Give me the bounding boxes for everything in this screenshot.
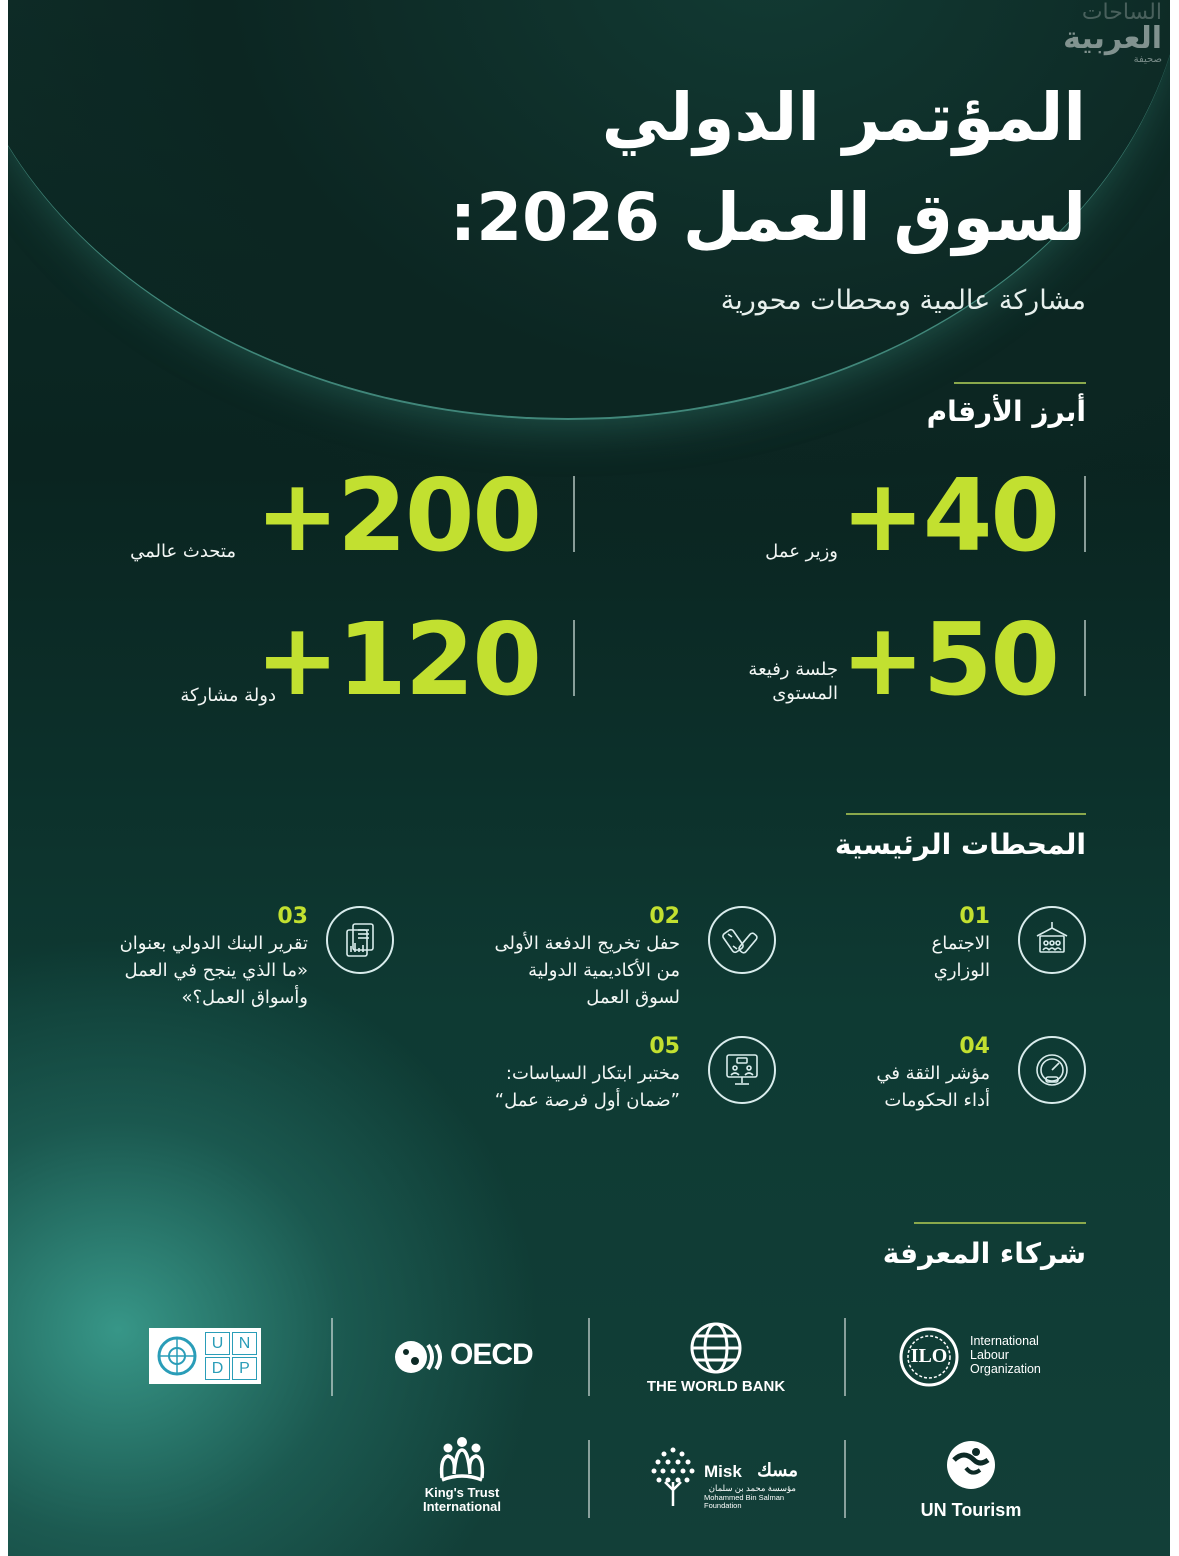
watermark-line-3: صحيفة [1133, 54, 1162, 65]
misk-name-en: Misk [704, 1462, 742, 1481]
milestone-number-03: 03 [277, 904, 308, 929]
world-bank-logo [636, 1320, 796, 1400]
oecd-name: OECD [450, 1338, 533, 1371]
milestone-04-line-1: مؤشر الثقة في [876, 1063, 990, 1084]
stat-value-countries: +120 [255, 601, 540, 718]
logo-divider [588, 1318, 590, 1396]
infographic [8, 0, 1170, 1556]
milestone-03-line-3: وأسواق العمل؟» [181, 987, 308, 1008]
logo-divider [331, 1318, 333, 1396]
stat-divider [573, 476, 575, 552]
watermark-line-2: العربية [1063, 21, 1162, 56]
un-emblem-icon [153, 1332, 201, 1380]
ilo-name-line-2: Labour [970, 1348, 1009, 1362]
stat-label-sessions-line-2: المستوى [772, 683, 838, 704]
milestone-02-line-1: حفل تخريج الدفعة الأولى [494, 933, 680, 954]
tree-icon [646, 1442, 700, 1508]
stat-divider [573, 620, 575, 696]
globe-icon [688, 1320, 744, 1376]
undp-letters [205, 1332, 257, 1380]
stat-divider [1084, 620, 1086, 696]
kings-trust-name-line-2: International [422, 1499, 501, 1514]
milestone-02-line-2: من الأكاديمية الدولية [528, 960, 680, 981]
milestone-number-01: 01 [959, 904, 990, 929]
ilo-name [970, 1334, 1041, 1376]
milestone-text-04 [876, 1060, 990, 1114]
logo-divider [844, 1318, 846, 1396]
logo-divider [844, 1440, 846, 1518]
graduation-scroll-icon [708, 906, 776, 974]
report-document-icon [326, 906, 394, 974]
milestone-text-02 [494, 930, 680, 1011]
stat-label-speakers: متحدث عالمي [130, 541, 236, 562]
policy-lab-screen-icon [708, 1036, 776, 1104]
ilo-name-line-3: Organization [970, 1362, 1041, 1376]
kings-trust-logo [404, 1436, 520, 1520]
undp-letter-d: D [205, 1357, 230, 1380]
stat-label-ministers: وزير عمل [765, 541, 838, 562]
stat-value-ministers: +40 [841, 457, 1058, 574]
page-title-line-2: لسوق العمل 2026: [449, 179, 1086, 256]
un-tourism-name: UN Tourism [920, 1500, 1022, 1520]
ilo-name-line-1: International [970, 1334, 1039, 1348]
un-tourism-logo [906, 1438, 1036, 1524]
milestone-04-line-2: أداء الحكومات [884, 1090, 990, 1111]
crown-people-icon [436, 1436, 488, 1484]
world-bank-name: THE WORLD BANK [646, 1378, 786, 1395]
page-title-line-1: المؤتمر الدولي [601, 79, 1086, 156]
logo-divider [588, 1440, 590, 1518]
kings-trust-name [404, 1486, 520, 1514]
misk-logo [646, 1442, 806, 1518]
stat-label-countries: دولة مشاركة [180, 685, 276, 706]
milestones-heading: المحطات الرئيسية [834, 828, 1086, 861]
milestone-05-line-1: مختبر ابتكار السياسات: [505, 1063, 680, 1084]
milestone-number-05: 05 [649, 1034, 680, 1059]
misk-foundation-en-line-2: Foundation [704, 1501, 742, 1510]
milestone-01-line-2: الوزاري [933, 960, 990, 981]
milestone-05-line-2: ”ضمان أول فرصة عمل“ [494, 1090, 680, 1111]
milestone-text-03 [120, 930, 308, 1011]
milestone-number-04: 04 [959, 1034, 990, 1059]
misk-foundation-ar: مؤسسة محمد بن سلمان [708, 1483, 796, 1493]
ilo-logo [898, 1326, 1058, 1388]
undp-logo [149, 1328, 261, 1384]
misk-name-ar: مسك [757, 1460, 798, 1480]
meeting-hall-icon [1018, 906, 1086, 974]
ilo-mark: ILO [910, 1345, 948, 1367]
milestone-01-line-1: الاجتماع [931, 933, 990, 954]
stat-value-sessions: +50 [841, 601, 1058, 718]
kings-trust-name-line-1: King's Trust [424, 1485, 500, 1500]
misk-foundation-en [704, 1494, 804, 1510]
stat-label-sessions-line-1: جلسة رفيعة [748, 659, 838, 680]
watermark-line-1: الساحات [1081, 0, 1162, 25]
oecd-emblem-icon [394, 1340, 446, 1374]
undp-letter-p: P [232, 1357, 257, 1380]
page-subtitle: مشاركة عالمية ومحطات محورية [720, 285, 1086, 316]
milestone-03-line-2: «ما الذي ينجح في العمل [124, 960, 308, 981]
section-divider [954, 382, 1086, 384]
milestone-02-line-3: لسوق العمل [586, 987, 680, 1008]
milestone-text-05 [495, 1060, 680, 1114]
stat-label-sessions [748, 658, 838, 706]
stat-divider [1084, 476, 1086, 552]
milestone-number-02: 02 [649, 904, 680, 929]
watermark-logo [1032, 2, 1162, 65]
partners-heading: شركاء المعرفة [882, 1237, 1086, 1270]
section-divider [846, 813, 1086, 815]
misk-foundation-en-line-1: Mohammed Bin Salman [704, 1493, 785, 1502]
undp-letter-n: N [232, 1332, 257, 1355]
oecd-logo [394, 1336, 554, 1380]
undp-letter-u: U [205, 1332, 230, 1355]
milestone-03-line-1: تقرير البنك الدولي بعنوان [119, 933, 308, 954]
stats-heading: أبرز الأرقام [926, 395, 1086, 428]
un-tourism-emblem-icon [944, 1438, 998, 1492]
stat-value-speakers: +200 [255, 457, 540, 574]
milestone-text-01 [932, 930, 990, 984]
gauge-icon [1018, 1036, 1086, 1104]
section-divider [914, 1222, 1086, 1224]
